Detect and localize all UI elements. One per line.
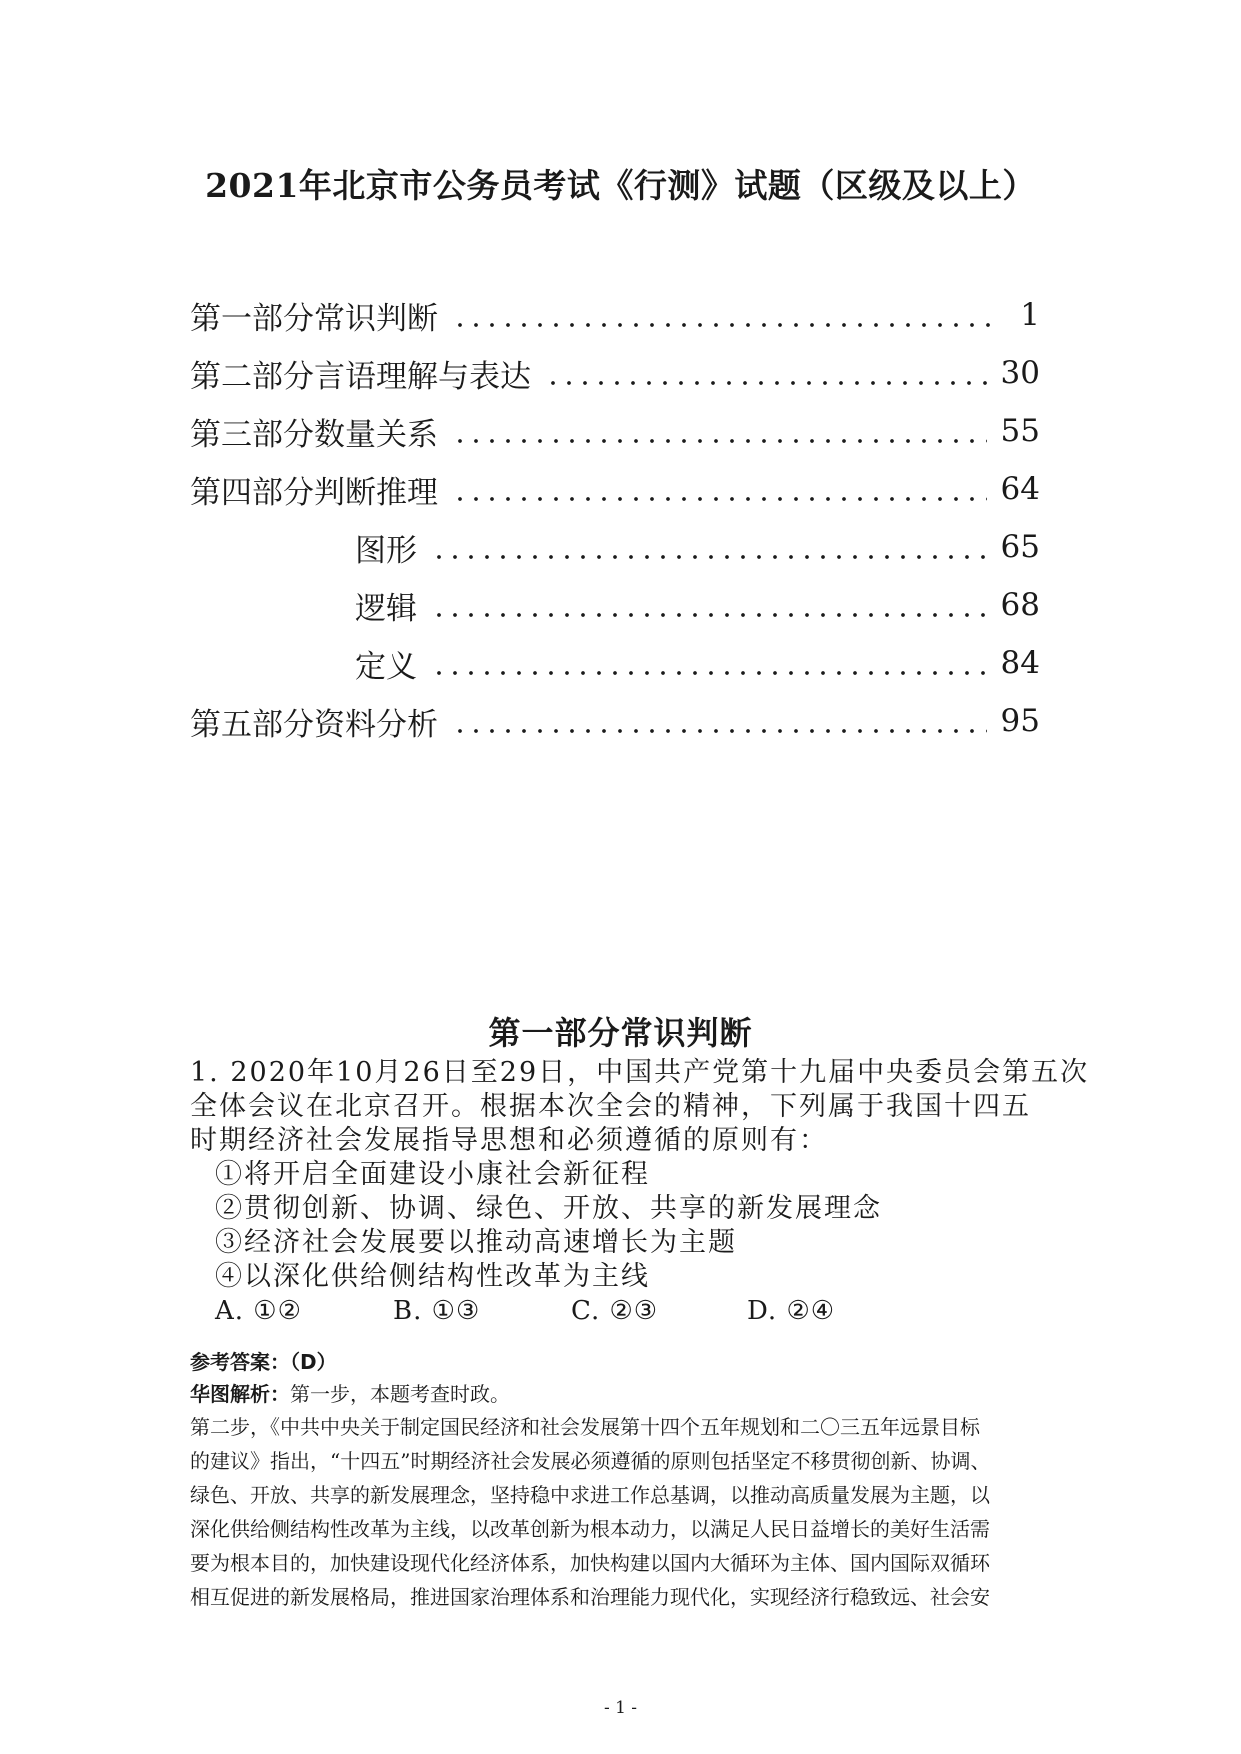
option-c[interactable]: C. ②③ — [571, 1296, 659, 1326]
toc-entry[interactable] — [190, 348, 1040, 398]
toc-entry-label: 逻辑 — [355, 590, 417, 627]
toc-entry-page: 64 — [1000, 471, 1040, 507]
toc-dot-leader — [452, 323, 996, 327]
analysis-intro — [190, 1378, 510, 1407]
toc-entry[interactable] — [190, 290, 1040, 340]
toc-subentry[interactable] — [190, 638, 1040, 688]
question-statement: ④以深化供给侧结构性改革为主线 — [215, 1261, 650, 1292]
toc-entry-page: 95 — [1000, 703, 1040, 739]
toc-dot-leader — [431, 555, 987, 559]
toc-dot-leader — [452, 497, 987, 501]
page-number: - 1 - — [603, 1698, 638, 1718]
toc-entry-page: 1 — [1020, 297, 1040, 333]
analysis-line: 相互促进的新发展格局，推进国家治理体系和治理能力现代化，实现经济行稳致远、社会安 — [190, 1585, 990, 1609]
toc-entry-label: 第三部分数量关系 — [190, 416, 438, 453]
analysis-label: 华图解析： — [190, 1382, 290, 1406]
toc-entry-page: 30 — [1000, 355, 1040, 391]
question-block — [190, 1056, 1090, 1294]
option-d[interactable]: D. ②④ — [747, 1296, 836, 1326]
option-a[interactable]: A. ①② — [215, 1296, 302, 1326]
toc-subentry[interactable] — [190, 522, 1040, 572]
toc-dot-leader — [431, 613, 987, 617]
toc-dot-leader — [431, 671, 987, 675]
section-title: 第一部分常识判断 — [488, 1014, 753, 1052]
toc-entry-page: 84 — [1000, 645, 1040, 681]
toc-entry[interactable] — [190, 406, 1040, 456]
toc-entry-label: 第二部分言语理解与表达 — [190, 358, 531, 395]
toc-entry[interactable] — [190, 696, 1040, 746]
toc-entry-page: 55 — [1000, 413, 1040, 449]
toc-entry-label: 定义 — [355, 648, 417, 685]
analysis-first-step: 第一步，本题考查时政。 — [290, 1382, 510, 1406]
toc-dot-leader — [545, 381, 987, 385]
analysis-line: 绿色、开放、共享的新发展理念，坚持稳中求进工作总基调，以推动高质量发展为主题，以 — [190, 1483, 990, 1507]
toc-entry-page: 65 — [1000, 529, 1040, 565]
toc-dot-leader — [452, 439, 987, 443]
question-stem-line: 全体会议在北京召开。根据本次全会的精神，下列属于我国十四五 — [190, 1091, 1031, 1122]
toc-entry-label: 图形 — [355, 532, 417, 569]
toc-entry-page: 68 — [1000, 587, 1040, 623]
question-statement: ②贯彻创新、协调、绿色、开放、共享的新发展理念 — [215, 1193, 882, 1224]
toc-dot-leader — [452, 729, 987, 733]
analysis-line: 的建议》指出，“十四五”时期经济社会发展必须遵循的原则包括坚定不移贯彻创新、协调、 — [190, 1449, 991, 1473]
analysis-body — [190, 1410, 1060, 1614]
toc-entry-label: 第一部分常识判断 — [190, 300, 438, 337]
question-statement: ①将开启全面建设小康社会新征程 — [215, 1159, 650, 1190]
analysis-line: 第二步，《中共中央关于制定国民经济和社会发展第十四个五年规划和二〇三五年远景目标 — [190, 1415, 980, 1439]
option-b[interactable]: B. ①③ — [393, 1296, 481, 1326]
toc-entry[interactable] — [190, 464, 1040, 514]
question-stem-line: 1. 2020年10月26日至29日，中国共产党第十九届中央委员会第五次 — [190, 1057, 1090, 1088]
toc-entry-label: 第五部分资料分析 — [190, 706, 438, 743]
answer-options — [215, 1296, 1035, 1330]
analysis-line: 深化供给侧结构性改革为主线，以改革创新为根本动力，以满足人民日益增长的美好生活需 — [190, 1517, 990, 1541]
toc-subentry[interactable] — [190, 580, 1040, 630]
question-statement: ③经济社会发展要以推动高速增长为主题 — [215, 1227, 737, 1258]
analysis-line: 要为根本目的，加快建设现代化经济体系，加快构建以国内大循环为主体、国内国际双循环 — [190, 1551, 990, 1575]
question-stem-line: 时期经济社会发展指导思想和必须遵循的原则有： — [190, 1125, 828, 1156]
reference-answer: 参考答案：（D） — [190, 1350, 337, 1374]
toc-entry-label: 第四部分判断推理 — [190, 474, 438, 511]
document-title: 2021年北京市公务员考试《行测》试题（区级及以上） — [205, 166, 1036, 205]
